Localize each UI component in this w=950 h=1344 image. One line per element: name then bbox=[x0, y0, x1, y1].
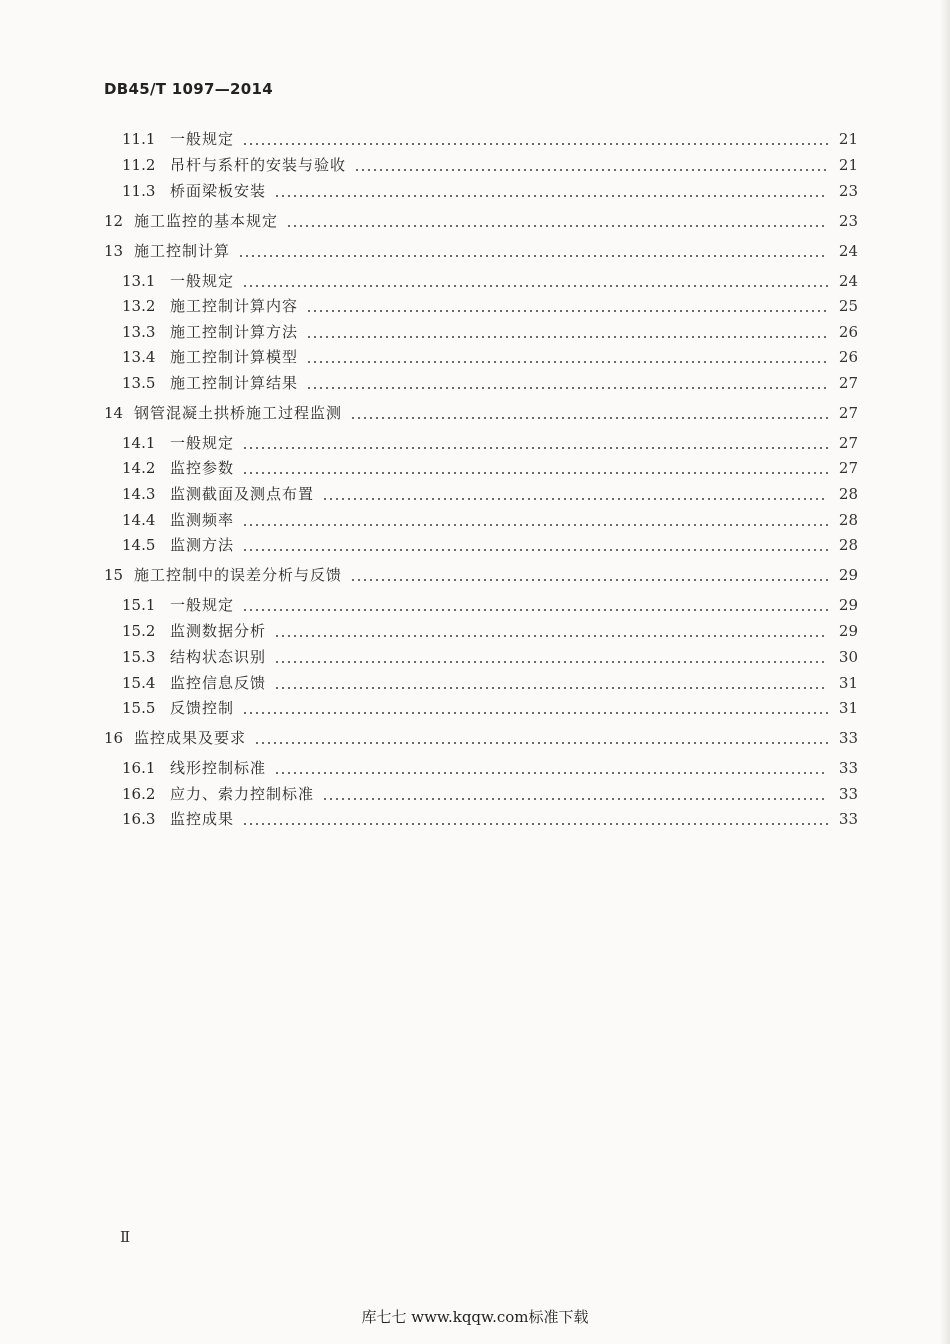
toc-entry-title: 施工控制计算结果 bbox=[170, 374, 299, 392]
toc-section-entry bbox=[0, 344, 950, 366]
toc-entry-title: 一般规定 bbox=[170, 130, 235, 148]
toc-entry-title: 监控信息反馈 bbox=[170, 674, 267, 692]
toc-entry-page: 27 bbox=[838, 374, 858, 392]
toc-section-entry bbox=[0, 695, 950, 717]
toc-section-entry bbox=[0, 670, 950, 692]
toc-dot-leader bbox=[322, 785, 828, 803]
toc-entry-title: 监测数据分析 bbox=[170, 622, 267, 640]
toc-entry-page: 29 bbox=[838, 596, 858, 614]
toc-section-entry bbox=[0, 178, 950, 200]
toc-entry-title: 施工监控的基本规定 bbox=[134, 212, 279, 230]
toc-entry-title: 施工控制计算方法 bbox=[170, 323, 299, 341]
toc-dot-leader bbox=[350, 404, 828, 422]
toc-entry-title: 施工控制计算模型 bbox=[170, 348, 299, 366]
toc-entry-page: 30 bbox=[838, 648, 858, 666]
toc-entry-title: 施工控制中的误差分析与反馈 bbox=[134, 566, 343, 584]
toc-entry-number: 15.3 bbox=[122, 648, 156, 666]
toc-entry-page: 33 bbox=[838, 785, 858, 803]
toc-entry-page: 26 bbox=[838, 348, 858, 366]
toc-entry-page: 21 bbox=[838, 130, 858, 148]
toc-entry-number: 16.1 bbox=[122, 759, 156, 777]
toc-entry-title: 监测截面及测点布置 bbox=[170, 485, 315, 503]
toc-entry-title: 施工控制计算内容 bbox=[170, 297, 299, 315]
toc-entry-title: 线形控制标准 bbox=[170, 759, 267, 777]
toc-entry-number: 14.3 bbox=[122, 485, 156, 503]
toc-entry-number: 11.2 bbox=[122, 156, 156, 174]
toc-section-entry bbox=[0, 532, 950, 554]
toc-entry-number: 15.4 bbox=[122, 674, 156, 692]
toc-dot-leader bbox=[242, 536, 828, 554]
toc-dot-leader bbox=[286, 212, 828, 230]
toc-entry-page: 31 bbox=[838, 674, 858, 692]
page-edge-shadow bbox=[940, 0, 950, 1344]
toc-dot-leader bbox=[354, 156, 828, 174]
toc-section-entry bbox=[0, 319, 950, 341]
toc-entry-number: 11.3 bbox=[122, 182, 156, 200]
toc-chapter-entry bbox=[0, 725, 950, 747]
toc-dot-leader bbox=[274, 648, 828, 666]
toc-entry-title: 监控成果及要求 bbox=[134, 729, 247, 747]
toc-dot-leader bbox=[306, 323, 828, 341]
toc-section-entry bbox=[0, 126, 950, 148]
toc-dot-leader bbox=[242, 434, 828, 452]
toc-dot-leader bbox=[254, 729, 828, 747]
toc-entry-title: 监控参数 bbox=[170, 459, 235, 477]
toc-section-entry bbox=[0, 507, 950, 529]
toc-entry-title: 监测频率 bbox=[170, 511, 235, 529]
toc-dot-leader bbox=[274, 759, 828, 777]
toc-entry-title: 一般规定 bbox=[170, 596, 235, 614]
toc-dot-leader bbox=[238, 242, 828, 260]
toc-chapter-entry bbox=[0, 208, 950, 230]
toc-entry-title: 反馈控制 bbox=[170, 699, 235, 717]
toc-entry-title: 施工控制计算 bbox=[134, 242, 231, 260]
toc-entry-number: 14 bbox=[104, 404, 124, 422]
toc-entry-number: 13.5 bbox=[122, 374, 156, 392]
toc-entry-number: 13.3 bbox=[122, 323, 156, 341]
toc-entry-title: 监测方法 bbox=[170, 536, 235, 554]
toc-entry-number: 14.2 bbox=[122, 459, 156, 477]
toc-entry-title: 吊杆与系杆的安装与验收 bbox=[170, 156, 347, 174]
toc-entry-page: 33 bbox=[838, 729, 858, 747]
toc-dot-leader bbox=[242, 596, 828, 614]
toc-dot-leader bbox=[242, 459, 828, 477]
toc-section-entry bbox=[0, 430, 950, 452]
toc-entry-number: 16 bbox=[104, 729, 124, 747]
toc-entry-number: 15.1 bbox=[122, 596, 156, 614]
toc-entry-number: 13.2 bbox=[122, 297, 156, 315]
toc-entry-page: 31 bbox=[838, 699, 858, 717]
toc-section-entry bbox=[0, 268, 950, 290]
page-number: Ⅱ bbox=[120, 1228, 131, 1246]
toc-entry-number: 14.5 bbox=[122, 536, 156, 554]
toc-entry-page: 33 bbox=[838, 810, 858, 828]
toc-entry-title: 应力、索力控制标准 bbox=[170, 785, 315, 803]
toc-entry-title: 一般规定 bbox=[170, 272, 235, 290]
toc-section-entry bbox=[0, 592, 950, 614]
toc-entry-number: 14.4 bbox=[122, 511, 156, 529]
toc-entry-page: 25 bbox=[838, 297, 858, 315]
toc-entry-number: 13.4 bbox=[122, 348, 156, 366]
toc-entry-page: 23 bbox=[838, 182, 858, 200]
toc-chapter-entry bbox=[0, 562, 950, 584]
toc-entry-page: 27 bbox=[838, 404, 858, 422]
toc-dot-leader bbox=[306, 348, 828, 366]
toc-dot-leader bbox=[242, 699, 828, 717]
toc-section-entry bbox=[0, 370, 950, 392]
toc-dot-leader bbox=[306, 297, 828, 315]
toc-section-entry bbox=[0, 755, 950, 777]
toc-dot-leader bbox=[274, 674, 828, 692]
toc-dot-leader bbox=[242, 810, 828, 828]
toc-dot-leader bbox=[322, 485, 828, 503]
toc-entry-number: 13.1 bbox=[122, 272, 156, 290]
toc-entry-page: 23 bbox=[838, 212, 858, 230]
toc-chapter-entry bbox=[0, 400, 950, 422]
toc-section-entry bbox=[0, 618, 950, 640]
toc-entry-page: 21 bbox=[838, 156, 858, 174]
toc-entry-title: 钢管混凝土拱桥施工过程监测 bbox=[134, 404, 343, 422]
toc-dot-leader bbox=[242, 511, 828, 529]
toc-entry-page: 27 bbox=[838, 459, 858, 477]
toc-chapter-entry bbox=[0, 238, 950, 260]
toc-entry-title: 桥面梁板安装 bbox=[170, 182, 267, 200]
toc-entry-page: 24 bbox=[838, 272, 858, 290]
toc-entry-page: 28 bbox=[838, 485, 858, 503]
toc-entry-number: 11.1 bbox=[122, 130, 156, 148]
toc-dot-leader bbox=[350, 566, 828, 584]
toc-entry-number: 14.1 bbox=[122, 434, 156, 452]
toc-entry-page: 28 bbox=[838, 536, 858, 554]
toc-entry-number: 16.3 bbox=[122, 810, 156, 828]
toc-entry-page: 26 bbox=[838, 323, 858, 341]
toc-section-entry bbox=[0, 781, 950, 803]
toc-dot-leader bbox=[274, 622, 828, 640]
toc-entry-number: 15.5 bbox=[122, 699, 156, 717]
toc-entry-page: 33 bbox=[838, 759, 858, 777]
toc-section-entry bbox=[0, 806, 950, 828]
toc-entry-title: 监控成果 bbox=[170, 810, 235, 828]
toc-section-entry bbox=[0, 293, 950, 315]
toc-entry-page: 29 bbox=[838, 566, 858, 584]
toc-entry-number: 16.2 bbox=[122, 785, 156, 803]
toc-entry-page: 28 bbox=[838, 511, 858, 529]
toc-dot-leader bbox=[242, 130, 828, 148]
toc-entry-page: 29 bbox=[838, 622, 858, 640]
toc-entry-page: 24 bbox=[838, 242, 858, 260]
toc-entry-number: 15 bbox=[104, 566, 124, 584]
toc-dot-leader bbox=[242, 272, 828, 290]
toc-entry-title: 结构状态识别 bbox=[170, 648, 267, 666]
toc-entry-number: 13 bbox=[104, 242, 124, 260]
toc-section-entry bbox=[0, 152, 950, 174]
toc-section-entry bbox=[0, 644, 950, 666]
toc-entry-number: 15.2 bbox=[122, 622, 156, 640]
toc-dot-leader bbox=[274, 182, 828, 200]
toc-entry-number: 12 bbox=[104, 212, 124, 230]
toc-section-entry bbox=[0, 481, 950, 503]
document-code: DB45/T 1097—2014 bbox=[104, 80, 273, 98]
toc-section-entry bbox=[0, 455, 950, 477]
toc-entry-title: 一般规定 bbox=[170, 434, 235, 452]
watermark-text: 库七七 www.kqqw.com标准下载 bbox=[361, 1308, 589, 1326]
toc-dot-leader bbox=[306, 374, 828, 392]
toc-entry-page: 27 bbox=[838, 434, 858, 452]
